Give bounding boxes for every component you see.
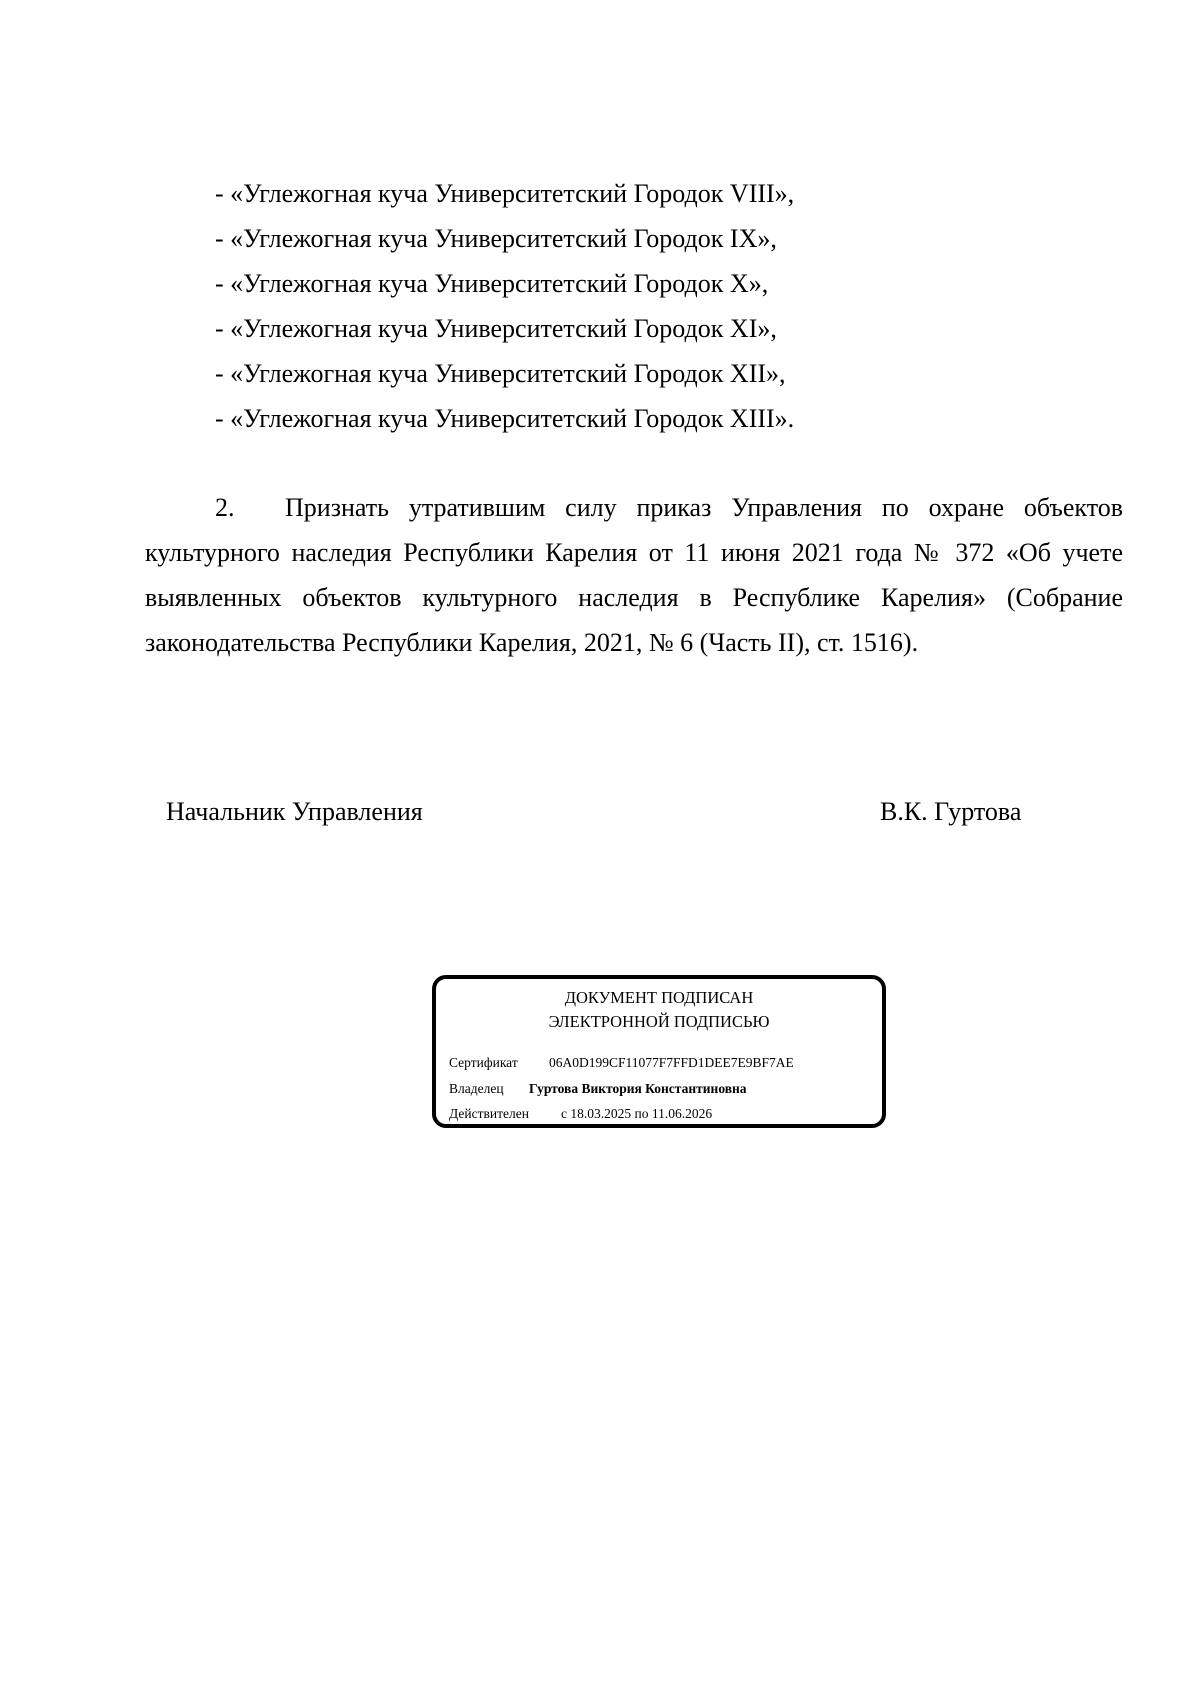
stamp-title-line2: ЭЛЕКТРОННОЙ ПОДПИСЬЮ: [548, 1012, 770, 1031]
electronic-signature-stamp: [432, 975, 886, 1128]
list-item: - «Углежогная куча Университетский Городок XI»,: [215, 314, 777, 343]
list-item: - «Углежогная куча Университетский Городок XII»,: [215, 359, 786, 388]
list-item: - «Углежогная куча Университетский Городок VIII»,: [215, 179, 795, 208]
stamp-certificate-row: [449, 1053, 794, 1073]
signer-name: В.К. Гуртова: [880, 797, 1022, 826]
heritage-objects-list: [215, 171, 794, 441]
list-item: - «Углежогная куча Университетский Городок X»,: [215, 269, 769, 298]
signer-position: Начальник Управления: [166, 797, 423, 826]
list-item: - «Углежогная куча Университетский Городок XIII».: [215, 404, 795, 433]
certificate-label: Сертификат: [449, 1055, 518, 1070]
owner-value: Гуртова Виктория Константиновна: [529, 1081, 747, 1096]
list-item: - «Углежогная куча Университетский Городок IX»,: [215, 224, 777, 253]
valid-label: Действителен: [449, 1106, 529, 1121]
certificate-value: 06A0D199CF11077F7FFD1DEE7E9BF7AE: [549, 1055, 794, 1070]
stamp-owner-row: [449, 1079, 747, 1099]
stamp-title-line1: ДОКУМЕНТ ПОДПИСАН: [564, 988, 754, 1007]
paragraph-number: 2.: [215, 493, 235, 522]
paragraph-2: [145, 485, 1123, 665]
valid-value: с 18.03.2025 по 11.06.2026: [561, 1106, 713, 1121]
stamp-validity-row: [449, 1104, 712, 1124]
owner-label: Владелец: [449, 1081, 504, 1096]
paragraph-text: Признать утратившим силу приказ Управления по охране объектов культурного наследия Республики Карелия от 11 июня 2021 года № 372 «Об учете выявленных объектов культурного наследия в Республике Карелия» (Собрание законодательства Республики Карелия, 2021, № 6 (Часть II), ст. 1516).: [145, 493, 1123, 657]
